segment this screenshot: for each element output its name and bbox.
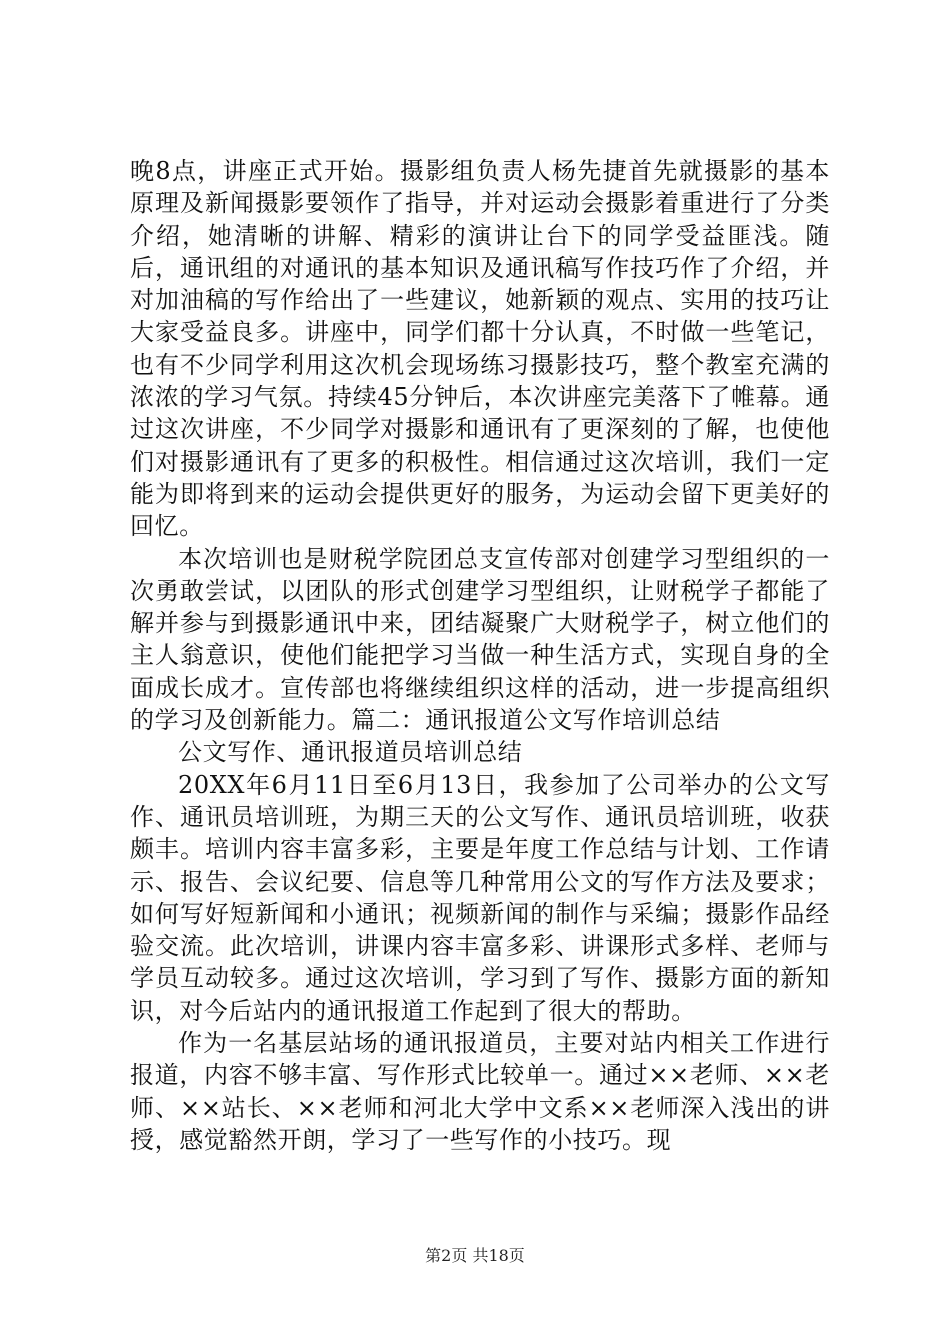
section-heading: 公文写作、通讯报道员培训总结 [178,738,523,767]
paragraph-2: 本次培训也是财税学院团总支宣传部对创建学习型组织的一次勇敢尝试，以团队的形式创建学习型组织，让财税学子都能了解并参与到摄影通讯中来，团结凝聚广大财税学子，树立他们的主人翁意识，使他们能把学习当做一种生活方式，实现自身的全面成长成才。宣传部也将继续组织这样的活动，进一步提高组织的学习及创新能力。篇二：通讯报道公文写作培训总结 [130,544,830,735]
page-footer: 第2页 共18页 [425,1246,525,1265]
paragraph-1: 晚8点，讲座正式开始。摄影组负责人杨先捷首先就摄影的基本原理及新闻摄影要领作了指导，并对运动会摄影着重进行了分类介绍，她清晰的讲解、精彩的演讲让台下的同学受益匪浅。随后，通讯组的对通讯的基本知识及通讯稿写作技巧作了介绍，并对加油稿的写作给出了一些建议，她新颖的观点、实用的技巧让大家受益良多。讲座中，同学们都十分认真，不时做一些笔记，也有不少同学利用这次机会现场练习摄影技巧，整个教室充满的浓浓的学习气氛。持续45分钟后，本次讲座完美落下了帷幕。通过这次讲座，不少同学对摄影和通讯有了更深刻的了解，也使他们对摄影通讯有了更多的积极性。相信通过这次培训，我们一定能为即将到来的运动会提供更好的服务，为运动会留下更美好的回忆。 [130,157,830,541]
paragraph-3: 20XX年6月11日至6月13日，我参加了公司举办的公文写作、通讯员培训班，为期三天的公文写作、通讯员培训班，收获颇丰。培训内容丰富多彩，主要是年度工作总结与计划、工作请示、报告、会议纪要、信息等几种常用公文的写作方法及要求；如何写好短新闻和小通讯；视频新闻的制作与采编；摄影作品经验交流。此次培训，讲课内容丰富多彩、讲课形式多样、老师与学员互动较多。通过这次培训，学习到了写作、摄影方面的新知识，对今后站内的通讯报道工作起到了很大的帮助。 [130,770,830,1025]
document-body [130,155,830,1156]
paragraph-4: 作为一名基层站场的通讯报道员，主要对站内相关工作进行报道，内容不够丰富、写作形式比较单一。通过××老师、××老师、××站长、××老师和河北大学中文系××老师深入浅出的讲授，感觉豁然开朗，学习了一些写作的小技巧。现 [130,1029,830,1154]
